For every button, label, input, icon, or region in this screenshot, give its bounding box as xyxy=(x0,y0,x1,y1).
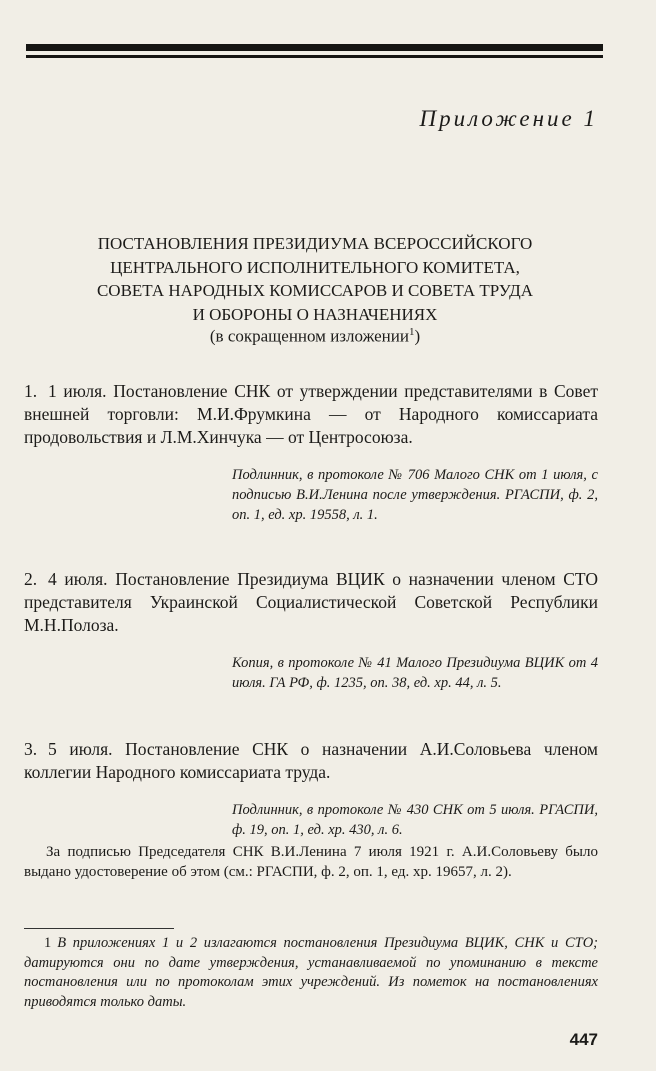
entry-1 xyxy=(24,380,598,525)
entry-body: 5 июля. Постановление СНК о назначении А.И.Соловьева членом коллегии Народного комиссариата труда. xyxy=(24,739,598,782)
header-rule-thin xyxy=(26,55,603,58)
entry-number: 2. xyxy=(24,569,38,589)
heading-line: СОВЕТА НАРОДНЫХ КОМИССАРОВ И СОВЕТА ТРУДА xyxy=(96,281,534,300)
footnote xyxy=(24,934,598,1012)
entry-body: 4 июля. Постановление Президиума ВЦИК о назначении членом СТО представителя Украинской Социалистической Советской Республики М.Н.Полоза. xyxy=(24,569,598,635)
note-paragraph: За подписью Председателя СНК В.И.Ленина 7 июля 1921 г. А.И.Соловьеву было выдано удостоверение об этом (см.: РГАСПИ, ф. 2, оп. 1, ед. хр. 19657, л. 2). xyxy=(24,844,598,880)
entry-body: 1 июля. Постановление СНК от утверждении представителями в Совет внешней торговли: М.И.Фрумкина — от Народного комиссариата продовольствия и Л.М.Хинчука — от Центросоюза. xyxy=(24,381,598,447)
entry-text xyxy=(24,380,598,449)
entry-number: 3. xyxy=(24,739,38,759)
entry-source: Копия, в протоколе № 41 Малого Президиума ВЦИК от 4 июля. ГА РФ, ф. 1235, оп. 38, ед. хр. 44, л. 5. xyxy=(232,655,598,691)
footnote-rule xyxy=(24,928,174,929)
appendix-label: Приложение 1 xyxy=(419,106,598,131)
entry-2 xyxy=(24,568,598,693)
page-number: 447 xyxy=(569,1030,598,1049)
footnote-mark: 1 xyxy=(44,935,52,951)
entry-text xyxy=(24,568,598,637)
entry-3 xyxy=(24,738,598,840)
heading-line: И ОБОРОНЫ О НАЗНАЧЕНИЯХ xyxy=(192,304,438,324)
footnote-ref: 1 xyxy=(408,326,415,338)
entry-number: 1. xyxy=(24,381,38,401)
entry-source: Подлинник, в протоколе № 706 Малого СНК от 1 июля, с подписью В.И.Ленина после утверждения. РГАСПИ, ф. 2, оп. 1, ед. хр. 19558, л. 1. xyxy=(232,467,598,523)
heading-line: ПОСТАНОВЛЕНИЯ ПРЕЗИДИУМА ВСЕРОССИЙСКОГО xyxy=(97,234,533,253)
footnote-text: В приложениях 1 и 2 излагаются постановления Президиума ВЦИК, СНК и СТО; датируются они по дате утверждения, устанавливаемой по упоминанию в тексте постановления или по протоколам этих учреждений. Из пометок на постановлениях приводятся только даты. xyxy=(24,935,598,1010)
entry-text xyxy=(24,738,598,784)
subtitle-text: (в сокращенном изложении xyxy=(209,326,409,346)
section-heading xyxy=(40,232,590,326)
header-rule-thick xyxy=(26,44,603,51)
section-subtitle xyxy=(40,326,590,347)
heading-line: ЦЕНТРАЛЬНОГО ИСПОЛНИТЕЛЬНОГО КОМИТЕТА, xyxy=(110,257,520,277)
subtitle-close: ) xyxy=(414,326,421,346)
entry-source: Подлинник, в протоколе № 430 СНК от 5 июля. РГАСПИ, ф. 19, оп. 1, ед. хр. 430, л. 6. xyxy=(232,802,598,838)
